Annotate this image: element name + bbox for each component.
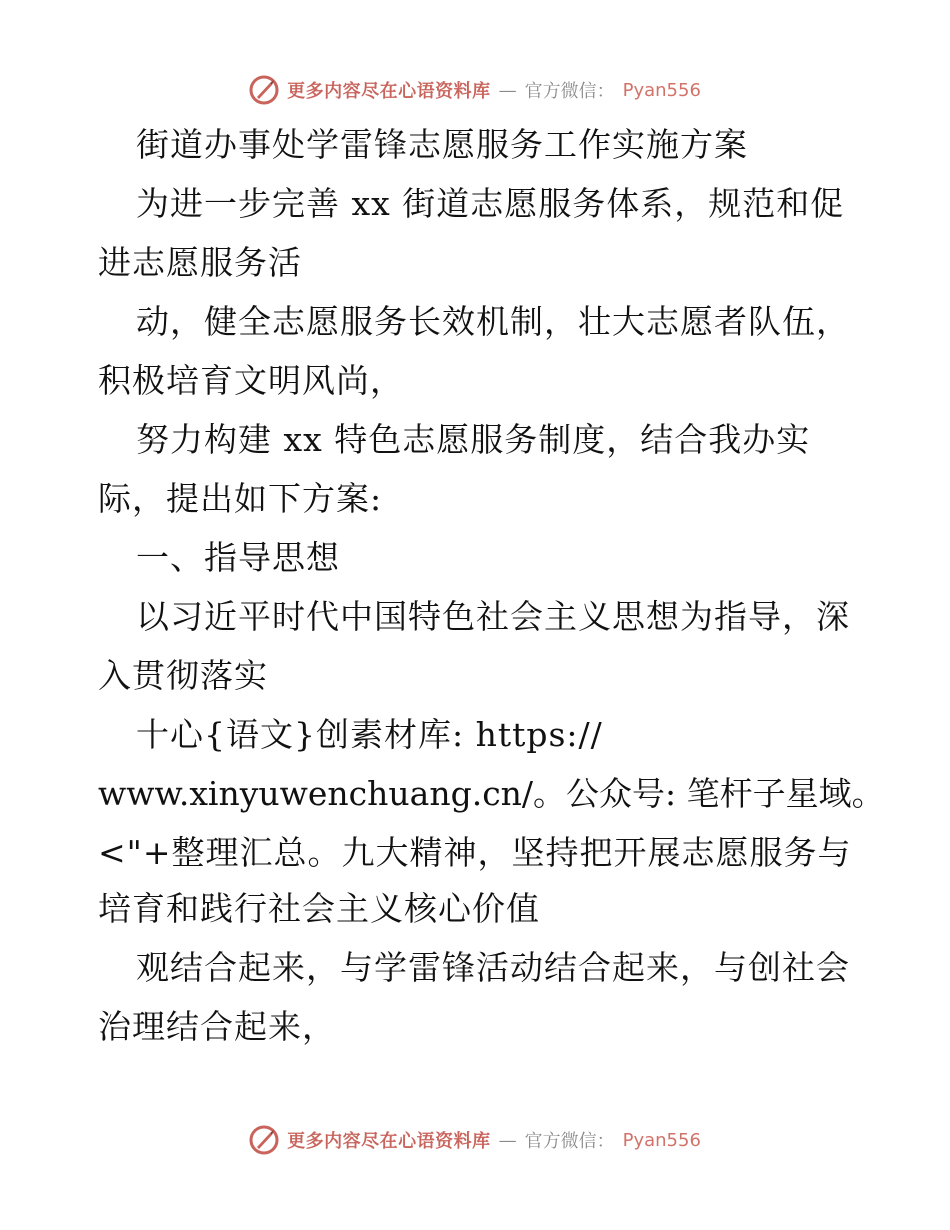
footer-watermark-banner	[0, 1120, 950, 1160]
paragraph-line: 进志愿服务活	[98, 243, 302, 282]
footer-contact-label: 官方微信：	[524, 1131, 615, 1152]
section-heading: 一、指导思想	[136, 538, 340, 577]
footer-contact-id: Pyan556	[622, 1129, 701, 1151]
header-dash: —	[498, 79, 517, 101]
paragraph-line: 动，健全志愿服务长效机制，壮大志愿者队伍，	[136, 302, 850, 341]
paragraph-line: 为进一步完善 xx 街道志愿服务体系，规范和促	[136, 184, 845, 223]
paragraph-line: 十心{语文}创素材库: https://	[136, 715, 603, 754]
header-contact-label: 官方微信：	[524, 81, 615, 102]
paragraph-line: 观结合起来，与学雷锋活动结合起来，与创社会	[136, 948, 850, 987]
feather-pen-logo-icon	[249, 1125, 279, 1155]
header-contact-id: Pyan556	[622, 79, 701, 101]
footer-brand-text: 更多内容尽在心语资料库	[287, 1131, 491, 1152]
feather-pen-logo-icon	[249, 75, 279, 105]
paragraph-line: 治理结合起来，	[98, 1007, 336, 1046]
paragraph-line: 努力构建 xx 特色志愿服务制度，结合我办实	[136, 420, 811, 459]
header-watermark-banner	[0, 70, 950, 110]
paragraph-line: 培育和践行社会主义核心价值	[98, 889, 540, 928]
paragraph-line: 以习近平时代中国特色社会主义思想为指导，深	[136, 597, 850, 636]
paragraph-line: 积极培育文明风尚，	[98, 361, 404, 400]
paragraph-line: 入贯彻落实	[98, 656, 268, 695]
footer-dash: —	[498, 1129, 517, 1151]
paragraph-line: 际，提出如下方案:	[98, 479, 383, 518]
paragraph-line: www.xinyuwenchuang.cn/。公众号: 笔杆子星域。	[98, 774, 885, 813]
paragraph-line: <"+整理汇总。九大精神，坚持把开展志愿服务与	[98, 833, 852, 872]
document-title: 街道办事处学雷锋志愿服务工作实施方案	[136, 125, 748, 164]
header-brand-text: 更多内容尽在心语资料库	[287, 81, 491, 102]
